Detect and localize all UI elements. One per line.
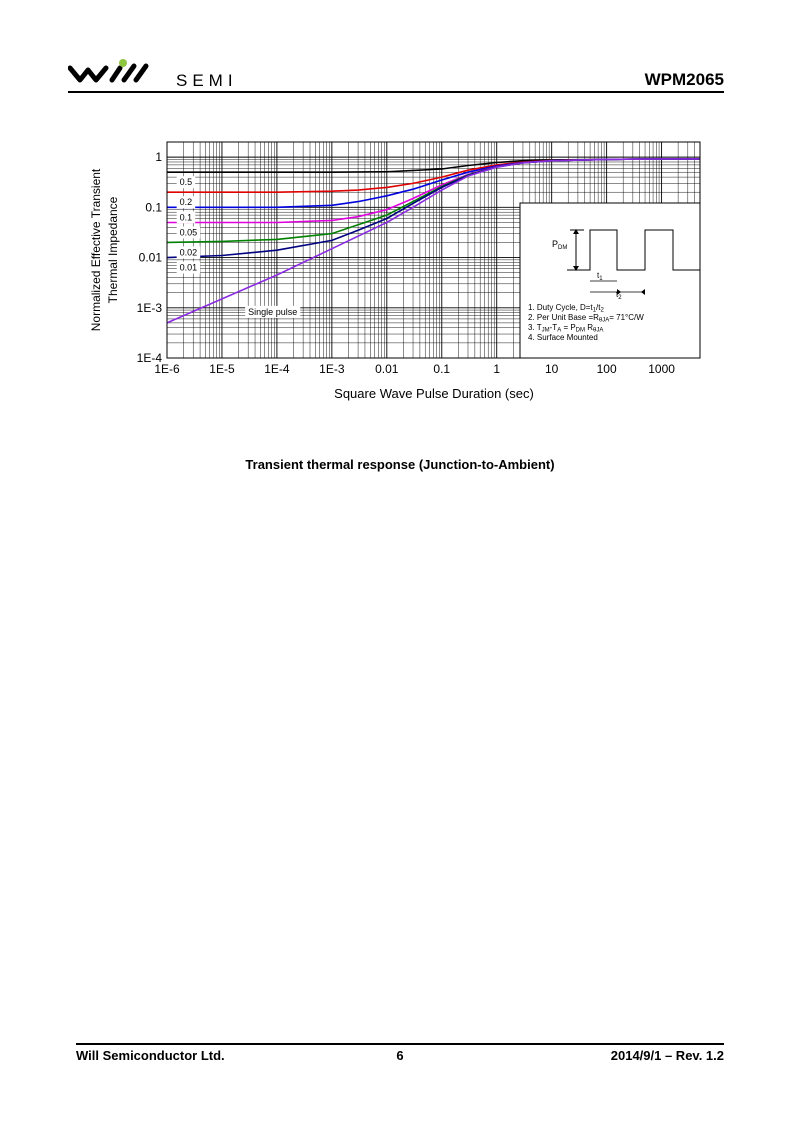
y-tick-label: 0.1 [145, 200, 162, 215]
y-axis-label-line1: Normalized Effective Transient [89, 168, 103, 332]
t2-label: $t_2$ [616, 290, 622, 301]
inset-note: 1. Duty Cycle, D=t1/t2 [528, 303, 604, 314]
pdm-label: $P_{DM}$ [552, 239, 568, 251]
inset-note: 2. Per Unit Base =RθJA= 71°C/W [528, 313, 644, 324]
inset-note: 3. TJM-TA = PDM RθJA [528, 323, 604, 334]
x-tick-label: 1E-4 [264, 362, 290, 376]
duty-cycle-inset [520, 203, 700, 358]
y-tick-label: 1E-4 [136, 351, 162, 365]
series-label-0-05: 0.05 [179, 227, 198, 238]
y-tick-label: 0.01 [138, 250, 162, 265]
series-label-0-1: 0.1 [179, 212, 193, 223]
x-tick-label: 10 [545, 362, 559, 376]
company-name: Will Semiconductor Ltd. [76, 1048, 225, 1063]
series-line-0-1 [167, 159, 700, 207]
page-number: 6 [396, 1048, 404, 1063]
page-header [68, 58, 724, 94]
series-label-0-02: 0.02 [179, 247, 198, 258]
x-tick-label: 1000 [648, 362, 675, 376]
logo-text: SEMI [176, 71, 238, 90]
y-tick-label: 1 [155, 150, 162, 165]
x-tick-label: 100 [596, 362, 617, 376]
will-semi-logo [68, 58, 258, 90]
x-tick-label: 1 [493, 362, 501, 376]
inset-note: 4. Surface Mounted [528, 333, 598, 342]
series-label-0-5: 0.5 [179, 177, 193, 188]
x-tick-label: 0.1 [433, 362, 451, 376]
series-label-single-pulse: Single pulse [248, 306, 298, 317]
y-axis-label-line2: Thermal Impedance [106, 196, 120, 304]
date-revision: 2014/9/1 – Rev. 1.2 [610, 1048, 724, 1063]
x-tick-label: 1E-3 [319, 362, 345, 376]
x-tick-label: 1E-6 [154, 362, 180, 376]
footer-divider [76, 1043, 724, 1045]
x-tick-label: 1E-5 [209, 362, 235, 376]
series-line-0-2 [167, 159, 700, 192]
t1-label: $t_1$ [597, 271, 603, 282]
series-line-0-5 [167, 159, 700, 172]
figure-caption: Transient thermal response (Junction-to-Ambient) [245, 457, 555, 472]
series-label-0-2: 0.2 [179, 197, 193, 208]
transient-thermal-chart [80, 132, 720, 412]
x-tick-label: 0.01 [375, 362, 399, 376]
series-label-0-01: 0.01 [179, 262, 198, 273]
header-divider [68, 91, 724, 93]
page-footer [76, 1048, 724, 1066]
y-tick-label: 1E-3 [136, 300, 162, 315]
part-number: WPM2065 [644, 70, 724, 89]
x-axis-label: Square Wave Pulse Duration (sec) [334, 386, 534, 401]
